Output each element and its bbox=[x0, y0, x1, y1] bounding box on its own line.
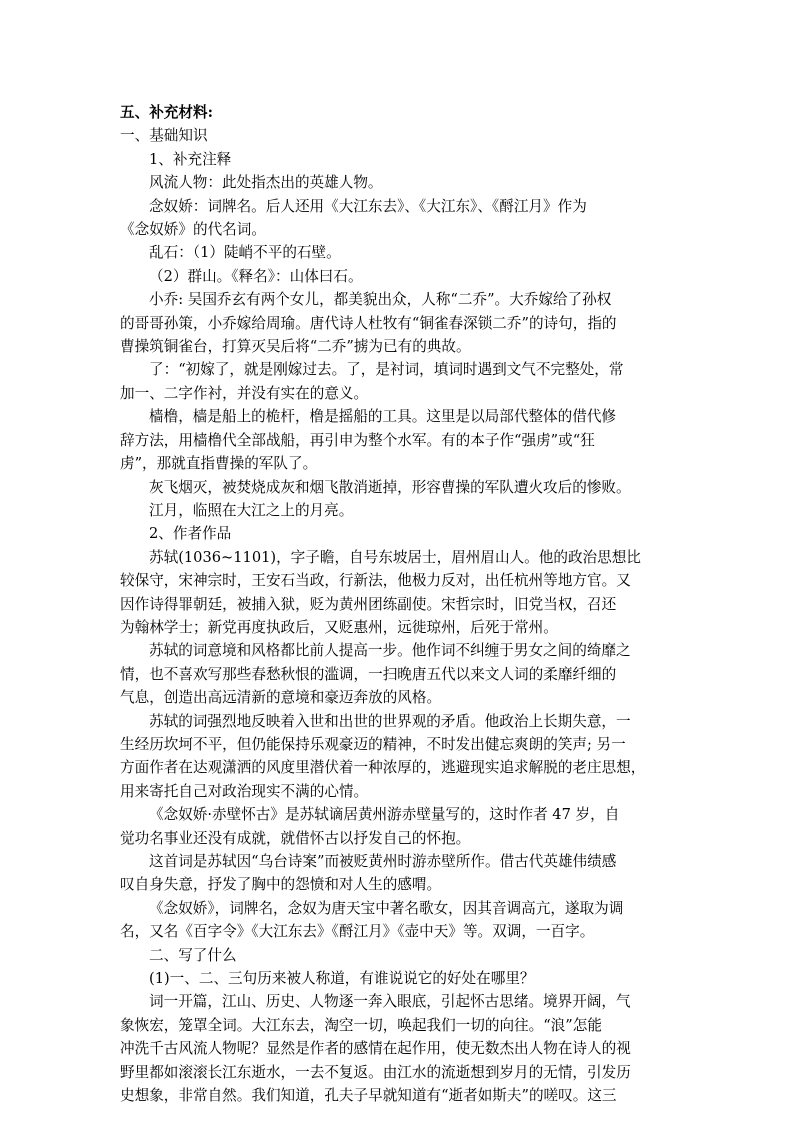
text-line: 曹操筑铜雀台，打算灭吴后将“二乔”掳为已有的典故。 bbox=[120, 338, 471, 356]
text-line: 风流人物：此处指杰出的英雄人物。 bbox=[149, 174, 383, 192]
text-line: 苏轼(1036~1101)，字子瞻，自号东坡居士，眉州眉山人。他的政治思想比 bbox=[149, 548, 641, 566]
text-line: 觉功名事业还没有成就，就借怀古以抒发自己的怀抱。 bbox=[120, 829, 471, 847]
text-line: 2、作者作品 bbox=[149, 525, 232, 543]
section-heading: 五、补充材料: bbox=[120, 104, 213, 121]
text-line: 乱石：（1）陡峭不平的石壁。 bbox=[149, 244, 341, 262]
text-line: 象恢宏，笼罩全词。大江东去，淘空一切，唤起我们一切的向往。“浪”怎能 bbox=[120, 1016, 602, 1034]
text-line: 生经历坎坷不平，但仍能保持乐观豪迈的精神，不时发出健忘爽朗的笑声; 另一 bbox=[120, 735, 626, 753]
text-line: 念奴娇：词牌名。后人还用《大江东去》、《大江东》、《酹江月》作为 bbox=[149, 197, 587, 215]
text-line: 1、补充注释 bbox=[149, 150, 232, 168]
text-line: 词一开篇，江山、历史、人物逐一奔入眼底，引起怀古思绪。境界开阔，气 bbox=[149, 993, 631, 1011]
text-line: (1)一、二、三句历来被人称道，有谁说说它的好处在哪里？ bbox=[149, 970, 535, 988]
text-line: 二、写了什么 bbox=[149, 946, 237, 964]
text-line: 《念奴娇·赤壁怀古》是苏轼谪居黄州游赤壁量写的，这时作者 47 岁，自 bbox=[149, 806, 620, 824]
text-line: 叹自身失意，抒发了胸中的怨愤和对人生的感喟。 bbox=[120, 876, 442, 894]
text-line: 了：“初嫁了，就是刚嫁过去。了，是衬词，填词时遇到文气不完整处，常 bbox=[149, 361, 624, 379]
text-line: 虏”，那就直指曹操的军队了。 bbox=[120, 455, 318, 473]
text-line: （2）群山。《释名》：山体曰石。 bbox=[149, 267, 363, 285]
text-line: 方面作者在达观潇洒的风度里潜伏着一种浓厚的，逃避现实追求解脱的老庄思想， bbox=[120, 759, 646, 777]
text-line: 野里都如滚滚长江东逝水，一去不复返。由江水的流逝想到岁月的无情，引发历 bbox=[120, 1063, 631, 1081]
text-line: 辞方法，用樯橹代全部战船，再引申为整个水军。有的本子作“强虏”或“狂 bbox=[120, 431, 595, 449]
text-line: 一、基础知识 bbox=[120, 127, 208, 145]
document-page bbox=[120, 101, 676, 1107]
text-line: 较保守，宋神宗时，王安石当政，行新法，他极力反对，出任杭州等地方官。又 bbox=[120, 572, 631, 590]
text-line: 樯橹，樯是船上的桅杆，橹是摇船的工具。这里是以局部代整体的借代修 bbox=[149, 408, 617, 426]
text-line: 江月，临照在大江之上的月亮。 bbox=[149, 501, 354, 519]
text-line: 《念奴娇》的代名词。 bbox=[120, 221, 266, 239]
text-line: 因作诗得罪朝廷，被捕入狱，贬为黄州团练副使。宋哲宗时，旧党当权，召还 bbox=[120, 595, 617, 613]
text-line: 史想象，非常自然。我们知道，孔夫子早就知道有“逝者如斯夫”的嗟叹。这三 bbox=[120, 1087, 617, 1105]
text-line: 灰飞烟灭，被焚烧成灰和烟飞散消逝掉，形容曹操的军队遭火攻后的惨败。 bbox=[149, 478, 631, 496]
text-line: 为翰林学士；新党再度执政后，又贬惠州，远徙琼州，后死于常州。 bbox=[120, 618, 558, 636]
text-line: 小乔: 吴国乔玄有两个女儿，都美貌出众，人称“二乔”。大乔嫁给了孙权 bbox=[149, 291, 612, 309]
text-line: 这首词是苏轼因“乌台诗案”而被贬黄州时游赤壁所作。借古代英雄伟绩感 bbox=[149, 853, 617, 870]
text-line: 冲洗千古风流人物呢？显然是作者的感情在起作用，使无数杰出人物在诗人的视 bbox=[120, 1040, 631, 1058]
text-line: 的哥哥孙策，小乔嫁给周瑜。唐代诗人杜牧有“铜雀春深锁二乔”的诗句，指的 bbox=[120, 314, 617, 332]
text-line: 名，又名《百字令》《大江东去》《酹江月》《壶中天》等。双调，一百字。 bbox=[120, 923, 595, 941]
text-line: 加一、二字作衬，并没有实在的意义。 bbox=[120, 384, 369, 402]
text-line: 情，也不喜欢写那些春愁秋恨的滥调，一扫晚唐五代以来文人词的柔靡纤细的 bbox=[120, 665, 617, 683]
text-line: 苏轼的词意境和风格都比前人提高一步。他作词不纠缠于男女之间的绮靡之 bbox=[149, 642, 631, 660]
text-line: 气息，创造出高远清新的意境和豪迈奔放的风格。 bbox=[120, 689, 442, 707]
text-line: 用来寄托自己对政治现实不满的心情。 bbox=[120, 782, 369, 800]
text-line: 苏轼的词强烈地反映着入世和出世的世界观的矛盾。他政治上长期失意，一 bbox=[149, 712, 631, 730]
text-line: 《念奴娇》，词牌名，念奴为唐天宝中著名歌女，因其音调高亢，遂取为调 bbox=[149, 899, 624, 917]
